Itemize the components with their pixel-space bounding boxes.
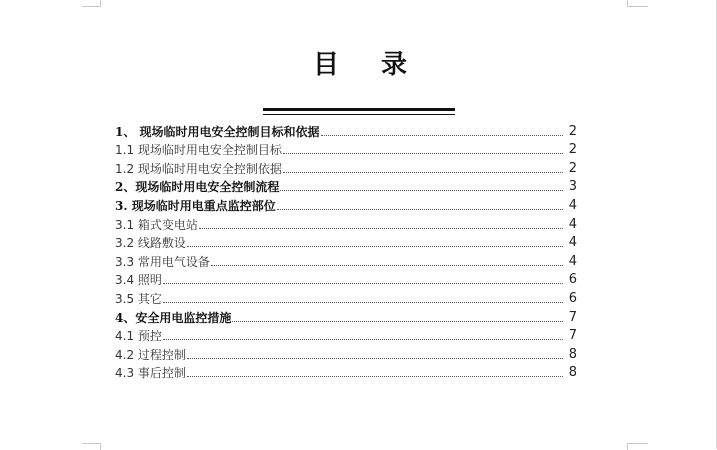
toc-entry-label: 1、 现场临时用电安全控制目标和依据 xyxy=(115,124,320,139)
toc-entry-page-number: 4 xyxy=(568,216,577,232)
toc-entry-page-number: 4 xyxy=(568,253,577,269)
toc-dot-leader xyxy=(283,172,563,173)
toc-entry-page-number: 6 xyxy=(568,272,577,288)
toc-entry-label: 1.2 现场临时用电安全控制依据 xyxy=(115,161,282,176)
toc-entry-page-number: 7 xyxy=(568,328,577,344)
toc-entry-label: 4.2 过程控制 xyxy=(115,347,186,362)
toc-entry[interactable] xyxy=(115,250,577,269)
toc-dot-leader xyxy=(211,265,563,266)
toc-entry-page-number: 4 xyxy=(568,197,577,213)
toc-entry[interactable] xyxy=(115,232,577,251)
toc-dot-leader xyxy=(163,302,563,303)
toc-entry-label: 2、现场临时用电安全控制流程 xyxy=(115,180,280,195)
toc-dot-leader xyxy=(283,153,563,154)
toc-dot-leader xyxy=(321,135,563,136)
toc-entry-label: 3. 现场临时用电重点监控部位 xyxy=(115,198,276,213)
toc-entry-label: 3.4 照明 xyxy=(115,273,162,288)
toc-entry-page-number: 4 xyxy=(568,235,577,251)
toc-dot-leader xyxy=(232,321,563,322)
toc-entry-page-number: 2 xyxy=(568,123,577,139)
toc-entry-label: 4.1 预控 xyxy=(115,329,162,344)
toc-title: 目录 xyxy=(312,50,449,80)
toc-dot-leader xyxy=(199,228,563,229)
title-double-underline xyxy=(263,108,455,115)
toc-entry-label: 3.5 其它 xyxy=(115,291,162,306)
toc-entry[interactable] xyxy=(115,157,577,176)
toc-entry-page-number: 3 xyxy=(568,179,577,195)
toc-dot-leader xyxy=(187,376,563,377)
toc-entry[interactable] xyxy=(115,120,577,139)
toc-entry-label: 3.1 箱式变电站 xyxy=(115,217,198,232)
page-corner-marker-top-left xyxy=(82,0,101,7)
toc-entry-label: 4.3 事后控制 xyxy=(115,366,186,381)
toc-entry[interactable] xyxy=(115,362,577,381)
page-corner-marker-top-right xyxy=(627,0,648,7)
toc-entry-label: 3.2 线路敷设 xyxy=(115,236,186,251)
toc-dot-leader xyxy=(280,190,563,191)
toc-entry-page-number: 8 xyxy=(568,346,577,362)
toc-entry[interactable] xyxy=(115,306,577,325)
toc-entry-page-number: 6 xyxy=(568,290,577,306)
toc-entry-label: 4、安全用电监控措施 xyxy=(115,310,232,325)
toc-dot-leader xyxy=(277,209,563,210)
toc-entry[interactable] xyxy=(115,194,577,213)
toc-entry-page-number: 2 xyxy=(568,160,577,176)
toc-entry-page-number: 2 xyxy=(568,142,577,158)
toc-dot-leader xyxy=(187,358,563,359)
toc-entry-label: 1.1 现场临时用电安全控制目标 xyxy=(115,143,282,158)
toc-entry-label: 3.3 常用电气设备 xyxy=(115,254,210,269)
toc-entry[interactable] xyxy=(115,325,577,344)
toc-entry[interactable] xyxy=(115,287,577,306)
toc-entry[interactable] xyxy=(115,213,577,232)
toc-entry-page-number: 7 xyxy=(568,309,577,325)
toc-entry[interactable] xyxy=(115,176,577,195)
toc-entry[interactable] xyxy=(115,343,577,362)
toc-dot-leader xyxy=(163,339,563,340)
toc-entry[interactable] xyxy=(115,139,577,158)
toc-entry[interactable] xyxy=(115,269,577,288)
toc-dot-leader xyxy=(187,246,563,247)
toc-entry-page-number: 8 xyxy=(568,365,577,381)
toc-dot-leader xyxy=(163,283,563,284)
toc-list xyxy=(115,120,577,380)
